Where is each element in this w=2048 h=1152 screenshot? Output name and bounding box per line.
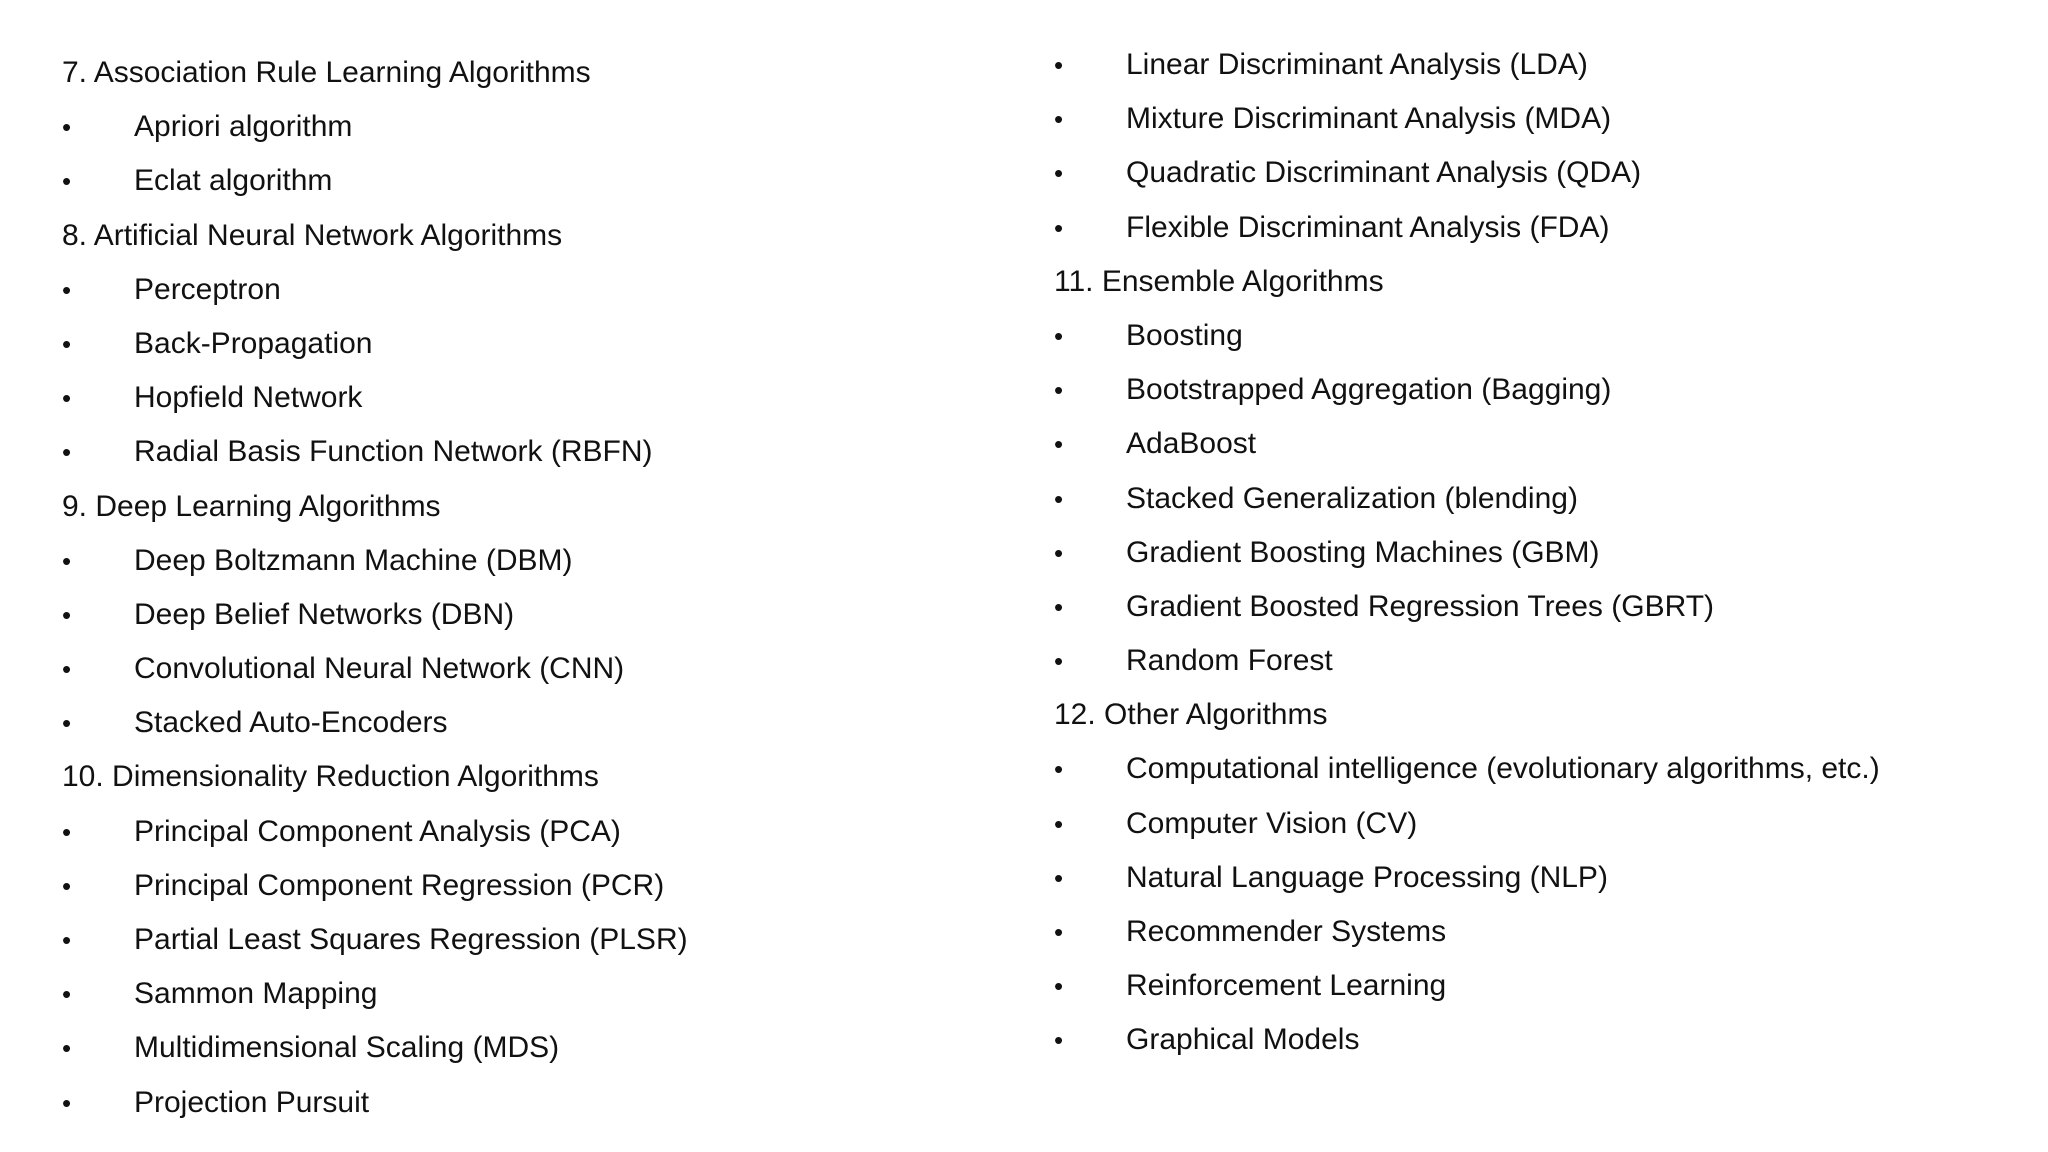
list-item-text: Stacked Generalization (blending) xyxy=(1126,481,1578,515)
list-item-text: Linear Discriminant Analysis (LDA) xyxy=(1126,48,1588,81)
list-item xyxy=(62,967,599,1021)
bullet: • xyxy=(62,925,72,955)
section-heading: 7. Association Rule Learning Algorithms xyxy=(62,56,591,89)
section-heading: 12. Other Algorithms xyxy=(1054,698,1328,732)
list-item xyxy=(1054,38,1588,92)
list-item xyxy=(1054,797,1418,851)
right-column xyxy=(1054,38,1880,1068)
bullet: • xyxy=(62,816,72,847)
bullet: • xyxy=(1054,591,1064,622)
section-heading: 8. Artificial Neural Network Algorithms xyxy=(62,218,563,252)
list-item xyxy=(62,154,599,208)
list-item-text: Computer Vision (CV) xyxy=(1126,806,1418,840)
list-item xyxy=(62,100,599,154)
bullet: • xyxy=(62,870,72,901)
bullet: • xyxy=(1054,1025,1064,1056)
list-item-text: Projection Pursuit xyxy=(134,1085,370,1119)
list-item xyxy=(62,425,653,479)
list-item xyxy=(62,1076,599,1130)
bullet: • xyxy=(62,1087,72,1118)
list-item xyxy=(1054,363,1612,417)
bullet: • xyxy=(62,112,72,143)
section-heading: 11. Ensemble Algorithms xyxy=(1054,264,1384,298)
bullet: • xyxy=(62,1033,72,1064)
bullet: • xyxy=(1054,862,1064,893)
list-item xyxy=(1054,526,1600,580)
list-item-text: Deep Boltzmann Machine (DBM) xyxy=(134,543,573,577)
list-item-text: Convolutional Neural Network (CNN) xyxy=(134,652,625,686)
list-item-text: Deep Belief Networks (DBN) xyxy=(134,597,515,631)
bullet: • xyxy=(1054,429,1064,460)
list-item xyxy=(1054,1013,1384,1067)
bullet: • xyxy=(1054,971,1064,1002)
list-item-text: Boosting xyxy=(1126,318,1243,352)
bullet: • xyxy=(1054,320,1064,351)
list-item-text: Hopfield Network xyxy=(134,381,363,415)
list-item xyxy=(62,317,599,371)
list-item xyxy=(1054,905,1447,959)
list-item-text: Radial Basis Function Network (RBFN) xyxy=(134,435,653,469)
list-item xyxy=(62,805,621,859)
list-item xyxy=(1054,201,1610,255)
list-item xyxy=(1054,634,1384,688)
bullet: • xyxy=(62,599,72,630)
list-item xyxy=(62,371,599,425)
bullet: • xyxy=(1054,483,1064,514)
list-item-text: Quadratic Discriminant Analysis (QDA) xyxy=(1126,156,1642,190)
list-item-text: Principal Component Analysis (PCA) xyxy=(134,814,621,848)
list-item xyxy=(1054,309,1384,363)
list-item-text: Bootstrapped Aggregation (Bagging) xyxy=(1126,373,1612,407)
list-item xyxy=(1054,92,1612,146)
list-item-text: Stacked Auto-Encoders xyxy=(134,706,448,740)
bullet: • xyxy=(62,437,72,468)
list-item-text: Computational intelligence (evolutionary algorithms, etc.) xyxy=(1126,752,1880,786)
list-item-text: Random Forest xyxy=(1126,644,1333,678)
list-item xyxy=(1054,472,1578,526)
list-item xyxy=(1054,146,1642,200)
list-item-text: Multidimensional Scaling (MDS) xyxy=(134,1031,560,1065)
bullet: • xyxy=(62,274,72,305)
list-item xyxy=(62,1021,599,1075)
bullet: • xyxy=(1054,537,1064,568)
list-item-text: Principal Component Regression (PCR) xyxy=(134,868,665,902)
list-item-text: Partial Least Squares Regression (PLSR) xyxy=(134,923,688,956)
list-item xyxy=(62,588,599,642)
bullet: • xyxy=(1054,754,1064,785)
list-item-text: Gradient Boosting Machines (GBM) xyxy=(1126,535,1600,569)
bullet: • xyxy=(1054,104,1064,135)
list-item xyxy=(62,642,625,696)
bullet: • xyxy=(1054,646,1064,677)
list-item-text: Flexible Discriminant Analysis (FDA) xyxy=(1126,210,1610,244)
list-item-text: Apriori algorithm xyxy=(134,110,353,144)
list-item-text: Perceptron xyxy=(134,272,281,306)
list-item xyxy=(62,859,665,913)
list-item-text: Eclat algorithm xyxy=(134,164,333,198)
list-item-text: Reinforcement Learning xyxy=(1126,969,1447,1003)
list-item-text: Natural Language Processing (NLP) xyxy=(1126,860,1608,894)
bullet: • xyxy=(62,708,72,739)
bullet: • xyxy=(1054,50,1064,80)
bullet: • xyxy=(62,545,72,576)
left-column xyxy=(62,46,688,1130)
list-item xyxy=(62,534,599,588)
bullet: • xyxy=(1054,917,1064,947)
list-item-text: Mixture Discriminant Analysis (MDA) xyxy=(1126,102,1612,136)
list-item xyxy=(1054,417,1384,471)
list-item-text: Gradient Boosted Regression Trees (GBRT) xyxy=(1126,589,1715,623)
bullet: • xyxy=(62,383,72,414)
bullet: • xyxy=(1054,212,1064,243)
bullet: • xyxy=(62,654,72,685)
bullet: • xyxy=(62,166,72,197)
section-heading: 10. Dimensionality Reduction Algorithms xyxy=(62,760,599,794)
bullet: • xyxy=(1054,808,1064,839)
list-item xyxy=(1054,959,1447,1013)
list-item xyxy=(62,913,688,967)
list-item xyxy=(1054,851,1608,905)
list-item xyxy=(1054,742,1880,796)
list-item xyxy=(1054,580,1715,634)
bullet: • xyxy=(1054,158,1064,189)
list-item-text: Back-Propagation xyxy=(134,326,373,360)
section-heading: 9. Deep Learning Algorithms xyxy=(62,489,441,523)
bullet: • xyxy=(1054,375,1064,406)
list-item xyxy=(62,263,599,317)
list-item xyxy=(62,696,599,750)
list-item-text: Recommender Systems xyxy=(1126,915,1447,948)
list-item-text: Sammon Mapping xyxy=(134,977,378,1011)
bullet: • xyxy=(62,328,72,359)
bullet: • xyxy=(62,979,72,1010)
list-item-text: AdaBoost xyxy=(1126,427,1257,461)
list-item-text: Graphical Models xyxy=(1126,1023,1360,1057)
